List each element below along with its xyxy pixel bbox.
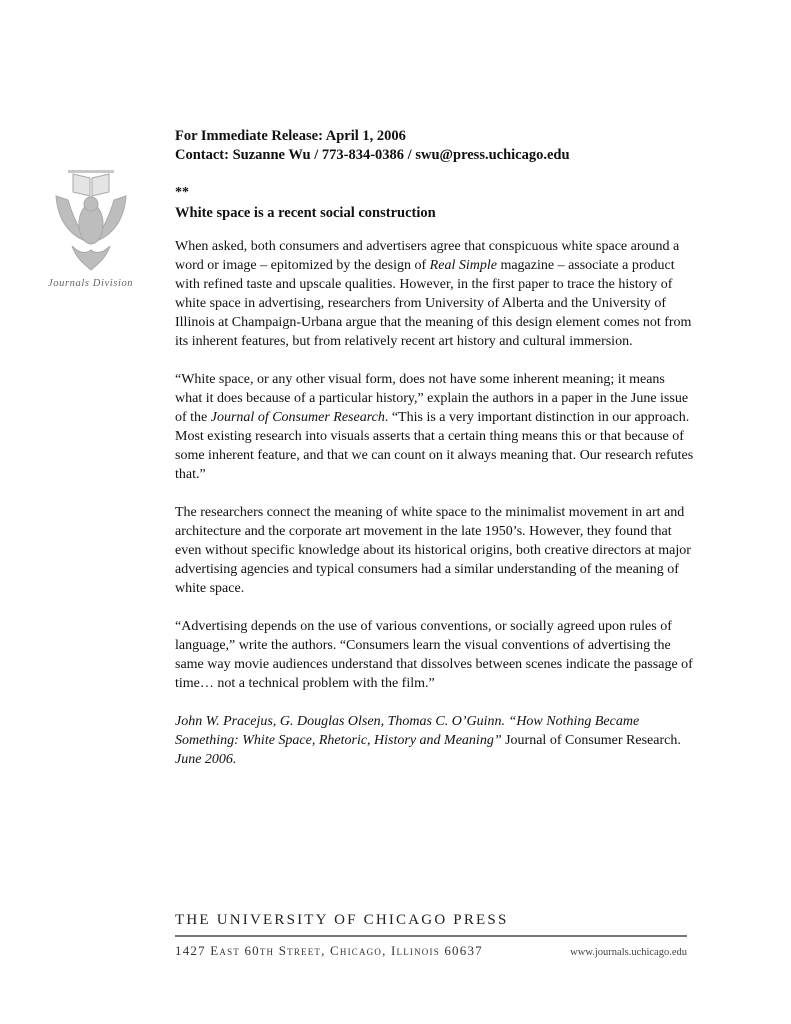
release-date: For Immediate Release: April 1, 2006	[175, 128, 406, 144]
paragraph-1-text-a: When asked, both consumers and advertisers agree that conspicuous white space around a word or image – epitomized by the design of	[175, 239, 680, 273]
contact-line: Contact: Suzanne Wu / 773-834-0386 / swu@press.uchicago.edu	[175, 147, 570, 163]
magazine-title: Real Simple	[429, 258, 497, 273]
paragraph-1	[175, 237, 695, 351]
university-crest-logo	[48, 166, 134, 288]
paragraph-2	[175, 370, 695, 484]
press-name: THE UNIVERSITY OF CHICAGO PRESS	[175, 912, 509, 928]
press-release-body	[175, 127, 695, 769]
journal-title: Journal of Consumer Research	[210, 410, 385, 425]
paragraph-2-text-b: . “This is a very important distinction in our approach. Most existing research into visuals asserts that a certain thing means this or that because of some inherent feature, and that we can count on it always meaning that. Our research refutes that.”	[175, 410, 694, 482]
citation-journal: Journal of Consumer Research.	[501, 733, 681, 748]
journals-division-label: Journals Division	[48, 278, 134, 289]
headline: White space is a recent social construction	[175, 205, 436, 221]
release-header	[175, 127, 695, 165]
paragraph-3: The researchers connect the meaning of white space to the minimalist movement in art and architecture and the corporate art movement in the late 1950’s. However, they found that even without specific knowledge about its historical origins, both creative directors at major advertising agencies and typical consumers had a similar understanding of the meaning of white space.	[175, 505, 691, 596]
separator-stars: **	[175, 185, 189, 200]
paragraph-1-text-b: magazine – associate a product with refined taste and upscale qualities. However, in the first paper to trace the history of white space in advertising, researchers from University of Alberta and the University of Illinois at Champaign-Urbana argue that the meaning of this design element comes not from its inherent features, but from relatively recent art history and cultural immersion.	[175, 258, 692, 349]
paragraph-2-text-a: “White space, or any other visual form, does not have some inherent meaning; it means what it does because of a particular history,” explain the authors in a paper in the June issue of the	[175, 372, 689, 425]
citation-authors-title: John W. Pracejus, G. Douglas Olsen, Thomas C. O’Guinn. “How Nothing Became Something: White Space, Rhetoric, History and Meaning”	[175, 714, 640, 748]
citation	[175, 712, 695, 769]
paragraph-4: “Advertising depends on the use of various conventions, or socially agreed upon rules of language,” write the authors. “Consumers learn the visual conventions of advertising the same way movie audiences understand that dissolves between scenes indicate the passage of time… not a technical problem with the film.”	[175, 619, 693, 691]
letterhead-footer	[175, 912, 687, 959]
website-link[interactable]: www.journals.uchicago.edu	[570, 947, 687, 958]
press-address: 1427 East 60th Street, Chicago, Illinois 60637	[175, 943, 483, 958]
footer-row	[175, 943, 687, 959]
phoenix-crest-icon	[48, 166, 134, 276]
footer-divider	[175, 935, 687, 937]
citation-date: June 2006.	[175, 752, 237, 767]
